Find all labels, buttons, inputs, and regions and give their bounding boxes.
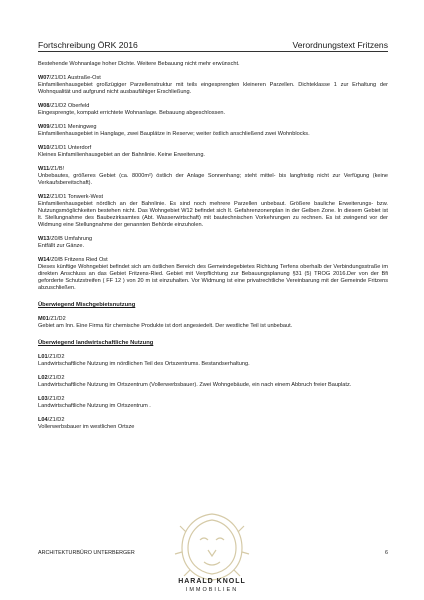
zone-code xyxy=(38,124,388,131)
zone-entry xyxy=(38,124,388,138)
zone-description: Vollerwerbsbauer im westlichen Ortsze xyxy=(38,424,135,430)
document-page xyxy=(38,40,388,431)
zone-designation: /Z1/D2 xyxy=(47,375,65,381)
watermark-name: HARALD KNOLL xyxy=(178,578,246,585)
zone-designation: /Z1/D2 xyxy=(47,396,65,402)
zone-description: Einfamilienhausgebiet in Hanglage, zwei Bauplätze in Reserve; weiter östlich anschließend zwei Wohnblocks. xyxy=(38,131,310,137)
zone-description: Eingesprengte, kompakt errichtete Wohnanlage. Bebauung abgeschlossen. xyxy=(38,110,226,116)
mixed-zones xyxy=(38,316,388,330)
zone-id: W10 xyxy=(38,145,50,151)
zone-code xyxy=(38,75,388,82)
zone-entry xyxy=(38,375,388,389)
zone-code xyxy=(38,375,388,382)
section-heading-agricultural: Überwiegend landwirtschaftliche Nutzung xyxy=(38,340,154,346)
zone-id: L02 xyxy=(38,375,48,381)
zone-entry xyxy=(38,257,388,292)
zone-description: Entfällt zur Gänze. xyxy=(38,243,85,249)
zone-designation: /Z0/B Fritzens Ried Ost xyxy=(49,257,108,263)
zone-id: W08 xyxy=(38,103,50,109)
zone-id: W09 xyxy=(38,124,50,130)
residential-zones xyxy=(38,75,388,292)
zone-designation: /Z1/D1 Austraße-Ost xyxy=(49,75,101,81)
zone-id: L01 xyxy=(38,354,48,360)
zone-entry xyxy=(38,396,388,410)
section-heading-mixed: Überwiegend Mischgebietsnutzung xyxy=(38,302,136,308)
zone-entry xyxy=(38,354,388,368)
zone-designation: /Z1/D2 xyxy=(47,354,65,360)
zone-code xyxy=(38,145,388,152)
zone-description: Landwirtschaftliche Nutzung im Ortszentrum (Vollerwerbsbauer). Zwei Wohngebäude, ein nach einem Abbruch freier Bauplatz. xyxy=(38,382,352,388)
footer-office: ARCHITEKTURBÜRO UNTERBERGER xyxy=(38,550,135,556)
zone-id: W12 xyxy=(38,194,50,200)
zone-designation: /Z1/D1 Unterdorf xyxy=(49,145,92,151)
zone-id: W13 xyxy=(38,236,50,242)
zone-code xyxy=(38,396,388,403)
zone-code xyxy=(38,103,388,110)
zone-code xyxy=(38,354,388,361)
page-header xyxy=(38,40,388,52)
header-subtitle: Verordnungstext Fritzens xyxy=(292,40,388,50)
zone-id: W14 xyxy=(38,257,50,263)
zone-code xyxy=(38,417,388,424)
zone-code xyxy=(38,194,388,201)
page-number: 6 xyxy=(385,550,388,556)
zone-designation: /Z1/B! xyxy=(49,166,65,172)
zone-designation: /Z1/D1 Meningweg xyxy=(49,124,97,130)
zone-designation: /Z1/D2 xyxy=(47,417,65,423)
zone-id: L04 xyxy=(38,417,48,423)
agricultural-zones xyxy=(38,354,388,431)
zone-description: Dieses künftige Wohngebiet befindet sich am östlichen Bereich des Gemeindegebietes Richtung Terfens oberhalb der Verbindungsstraße im direkten Anschluss an das Gebiet Fritzens-Ried. Gebiet mit Verpflichtung zur Bebauungsplanung §31 (5) TROG 2016.Der von der Bfi geforderte Schutzstreifen ( FF 12 ) von 20 m ist einzuhalten. Vor Widmung ist eine privatrechtliche Vereinbarung mit der Gemeinde Fritzens abzuschließen. xyxy=(38,264,388,291)
zone-description: Einfamilienhausgebiet nördlich an der Bahnlinie. Es sind noch mehrere Parzellen unbebaut. Größere bauliche Erweiterungs- bzw. Nutzungsmöglichkeiten bestehen nicht. Das Wohngebiet W12 befindet sich lt. Gefahrenzonenplan in der Gelben Zone. In diesem Gebiet ist lt. Stellungnahme des Baubezirksamtes (Abt. Wasserwirtschaft) mit bautechnischen Vorkehrungen zu rechnen. Es ist zwingend vor der Widmung eine Stellungnahme der genannten Behörde einzuholen. xyxy=(38,201,388,228)
zone-description: Unbebautes, größeres Gebiet (ca. 8000m²) östlich der Anlage Sonnenhang; steht mittel- bis langfristig nicht zur Verfügung (keine Verkaufsbereitschaft). xyxy=(38,173,388,186)
zone-description: Landwirtschaftliche Nutzung im Ortszentrum . xyxy=(38,403,151,409)
zone-designation: /Z1/D1 Tonwerk-West xyxy=(49,194,104,200)
zone-code xyxy=(38,257,388,264)
zone-entry xyxy=(38,236,388,250)
zone-id: L03 xyxy=(38,396,48,402)
header-title: Fortschreibung ÖRK 2016 xyxy=(38,40,138,50)
zone-description: Einfamilienhausgebiet großzügiger Parzellenstruktur mit teils eingesprengten kleineren Parzellen. Dichteklasse 1 zur Erhaltung der Wohnqualität und aufgrund nicht ausbaufähiger Erschließung. xyxy=(38,82,388,95)
zone-entry xyxy=(38,417,388,431)
zone-entry xyxy=(38,145,388,159)
zone-description: Landwirtschaftliche Nutzung im nördlichen Teil des Ortszentrums. Bestandserhaltung. xyxy=(38,361,250,367)
page-footer xyxy=(38,550,388,556)
zone-entry xyxy=(38,103,388,117)
zone-entry xyxy=(38,166,388,187)
zone-designation: /Z1/D2 Oberfeld xyxy=(49,103,90,109)
zone-code xyxy=(38,166,388,173)
zone-id: W11 xyxy=(38,166,50,172)
zone-description: Kleines Einfamilienhausgebiet an der Bahnlinie. Keine Erweiterung. xyxy=(38,152,205,158)
zone-entry xyxy=(38,316,388,330)
zone-description: Gebiet am Inn. Eine Firma für chemische Produkte ist dort angesiedelt. Der westliche Teil ist unbebaut. xyxy=(38,323,293,329)
intro-text: Bestehende Wohnanlage hoher Dichte. Weitere Bebauung nicht mehr erwünscht. xyxy=(38,61,240,67)
watermark-subtitle: IMMOBILIEN xyxy=(185,587,239,593)
zone-entry xyxy=(38,75,388,96)
zone-code xyxy=(38,316,388,323)
zone-designation: /Z1/D2 xyxy=(48,316,66,322)
zone-id: W07 xyxy=(38,75,50,81)
zone-id: M01 xyxy=(38,316,49,322)
zone-entry xyxy=(38,194,388,229)
zone-designation: /Z0/B Umfahrung xyxy=(49,236,93,242)
zone-code xyxy=(38,236,388,243)
